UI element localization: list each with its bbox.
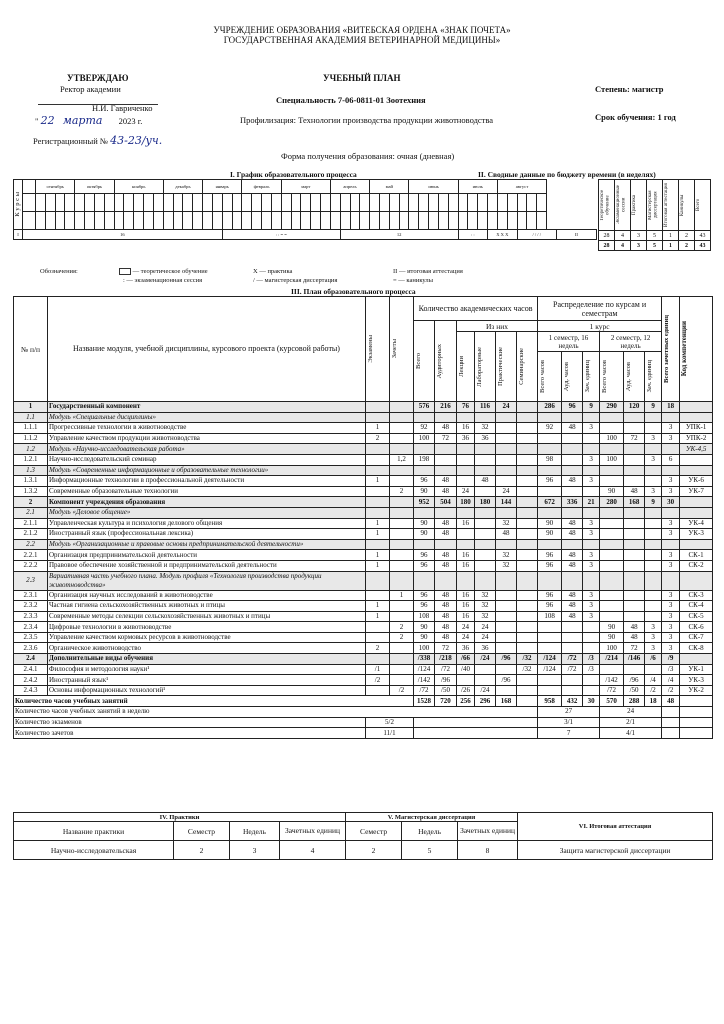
module-row: 2.3 Вариативная часть учебного плана. Модуль профиля «Технология производства продукции животноводства» [14,571,713,590]
totals-hours-row: Количество часов учебных занятий 1528 720 256 296 168 958 432 30 570 288 18 48 [14,696,713,707]
courses-label: К у р с ы [14,180,23,230]
discipline-row: 1.1.2 Управление качеством продукции животноводства 2 100 72 36 36 100 72 3 3 УПК-2 [14,433,713,444]
module-row: 1.2 Модуль «Научно-исследовательская работа» УК-4,5 [14,444,713,455]
legend-title: Обозначения: [40,268,78,275]
approve-name: Н.И. Гавриченко [92,103,153,113]
discipline-row: 1.3.2 Современные образовательные технологии 2 90 48 24 24 90 48 3 3 УК-7 [14,486,713,497]
approve-role: Ректор академии [60,84,121,94]
discipline-row: 1.1.1 Прогрессивные технологии в животноводстве 1 92 48 16 32 92 48 3 3 УПК-1 [14,423,713,434]
module-row: 2.2 Модуль «Организационные и правовые основы предпринимательской деятельности» [14,539,713,550]
final-attestation: Защита магистерской диссертации [518,841,713,860]
date-year: 2023 г. [118,116,143,126]
practice-name: Научно-исследовательская [14,841,174,860]
schedule-row-course1: I 16 : : = = 12 : : X X X / / / / II [14,230,597,240]
institution-line2: ГОСУДАРСТВЕННАЯ АКАДЕМИЯ ВЕТЕРИНАРНОЙ МЕДИЦИНЫ» [223,35,501,45]
specialty: Специальность 7-06-0811-01 Зоотехния [276,95,426,105]
section2-title: II. Сводные данные по бюджету времени (в неделях) [478,170,656,179]
legend-dissertation: / — магистерская диссертация [253,277,338,284]
legend-practice: X — практика [253,268,293,275]
component-row: 1 Государственный компонент 576 216 76 116 24 286 96 9 290 120 9 18 [14,402,713,413]
module-row: 1.1 Модуль «Специальные дисциплины» [14,412,713,423]
schedule-grid: К у р с ы сентябрь октябрь ноябрь декабрь январь февраль март апрель май июнь июль август I 16 : : = = 12 : : X X X / / / / II [13,179,597,240]
plan-title: УЧЕБНЫЙ ПЛАН [323,73,401,83]
discipline-row: 2.2.1 Организация предпринимательской деятельности 1 96 48 16 32 96 48 3 3 СК-1 [14,550,713,561]
approve-date: " 22 марта 2023 г. [35,114,143,127]
registration-number: 43-23/уч. [110,134,163,147]
registration: Регистрационный № 43-23/уч. [33,134,163,147]
education-form: Форма получения образования: очная (дневная) [281,151,455,161]
profile: Профилизация: Технологии производства продукции животноводства [240,115,494,125]
totals-tests-row: Количество зачетов 11/1 7 4/1 [14,728,713,739]
section3-title: III. План образовательного процесса [291,287,416,296]
institution-line1: УЧРЕЖДЕНИЕ ОБРАЗОВАНИЯ «ВИТЕБСКАЯ ОРДЕНА «ЗНАК ПОЧЕТА» [213,25,511,35]
discipline-row: 2.3.2 Частная гигиена сельскохозяйственных животных и птицы 1 96 48 16 32 96 48 3 3 СК-4 [14,601,713,612]
discipline-row: 2.4.1 Философия и методология науки¹ /1 /124 /72 /40 /32 /124 /72 /3 /3 УК-1 [14,664,713,675]
legend-final: II — итоговая аттестация [393,268,463,275]
date-month: марта [62,114,103,127]
discipline-row: 2.3.4 Цифровые технологии в животноводстве 2 90 48 24 24 90 48 3 3 СК-6 [14,622,713,633]
totals-exams-row: Количество экзаменов 5/2 3/1 2/1 [14,717,713,728]
legend-holidays: = — каникулы [393,277,433,284]
component-row: 2.4 Дополнительные виды обучения /338 /218 /66 /24 /96 /32 /124 /72 /3 /214 /146 /6 /9 [14,654,713,665]
discipline-row: 2.3.1 Организация научных исследований в животноводстве 1 96 48 16 32 96 48 3 3 СК-3 [14,590,713,601]
legend-session: : — экзаменационная сессия [123,277,203,284]
discipline-row: 2.4.2 Иностранный язык¹ /2 /142 /96 /96 /142 /96 /4 /4 УК-3 [14,675,713,686]
plan-table: № п/п Название модуля, учебной дисциплины, курсового проекта (курсовой работы) Экзамены Зачеты Количество академических часов Распределение по курсам и семестрам Всего зачетных единиц Код компетенции Всего Аудиторных Из них 1 курс Лекции Лабораторные Практические Семинарские 1 семестр, 16 недель 2 семестр, 12 недель Всего часов Ауд. часов Зач. единиц Всего часов Ауд. часов Зач. единиц 1 Государственный компонент 576 216 76 116 24 286 96 9 290 120 9 18 1.1 Модуль «Специальные дисциплины» 1.1.1 Прогрессивные технологии в животноводстве 1 92 48 16 32 92 48 3 3 УПК-1 1.1.2 Управление качеством продукции животноводства 2 100 72 36 36 100 72 3 3 УПК-2 1.2 Модуль «Научно-исследовательская работа» УК-4,5 1.2.1 Научно-исследовательский семинар 1,2 198 98 3 100 3 6 1.3 Модуль «Современные информационные и образовательные технологии» 1.3.1 Информационные технологии в профессиональной деятельности 1 96 48 48 96 48 3 3 УК-6 1.3.2 Современные образовательные технологии 2 90 48 24 24 90 48 3 3 УК-7 2 Компонент учреждения образования 952 504 180 180 144 672 336 21 280 168 9 30 2.1 Модуль «Деловое общение» 2.1.1 Управленческая культура и психология делового общения 1 90 48 16 32 90 48 3 3 УК-4 2.1.2 Иностранный язык (профессиональная лексика) 1 90 48 48 90 48 3 3 УК-3 2.2 Модуль «Организационные и правовые основы предпринимательской деятельности» 2.2.1 Организация предпринимательской деятельности 1 96 48 16 32 96 48 3 3 СК-1 2.2.2 Правовое обеспечение хозяйственной и предпринимательской деятельности 1 96 48 16 32 96 48 3 3 СК-2 2.3 Вариативная часть учебного плана. Модуль профиля «Технология производства продукции животноводства» 2.3.1 Организация научных исследований в животноводстве 1 96 48 16 32 96 48 3 3 СК-3 2.3.2 Частная гигиена сельскохозяйственных животных и птицы 1 96 48 16 32 96 48 3 3 СК-4 2.3.3 Современные методы селекции сельскохозяйственных животных и птицы 1 108 48 16 32 108 48 3 3 СК-5 2.3.4 Цифровые технологии в животноводстве 2 90 48 24 24 90 48 3 3 СК-6 2.3.5 Управление качеством кормовых ресурсов в животноводстве 2 90 48 24 24 90 48 3 3 СК-7 2.3.6 Органическое животноводство 2 100 72 36 36 100 72 3 3 СК-8 2.4 Дополнительные виды обучения /338 /218 /66 /24 /96 /32 /124 /72 /3 /214 /146 /6 /9 2.4.1 Философия и методология науки¹ /1 /124 /72 /40 /32 /124 /72 /3 /3 УК-1 2.4.2 Иностранный язык¹ /2 /142 /96 /96 /142 /96 /4 /4 УК-3 2.4.3 Основы информационных технологий¹ /2 /72 /50 /26 /24 /72 /50 /2 /2 УК-2 Количество часов учебных занятий 1528 720 256 296 168 958 432 30 570 288 18 48 Количество часов учебных занятий в неделю 27 24 Количество экзаменов 5/2 3/1 2/1 Количество зачетов 11/1 7 4/1 [13,296,713,739]
discipline-row: 1.2.1 Научно-исследовательский семинар 1,2 198 98 3 100 3 6 [14,454,713,465]
discipline-row: 2.1.1 Управленческая культура и психология делового общения 1 90 48 16 32 90 48 3 3 УК-4 [14,518,713,529]
discipline-row: 2.3.3 Современные методы селекции сельскохозяйственных животных и птицы 1 108 48 16 32 108 48 3 3 СК-5 [14,611,713,622]
time-budget: Теоретическое обучение Экзаменационные сессии Практика Магистерская диссертация Итоговая аттестация Каникулы Всего 28 4 3 5 1 2 43 28 4 3 5 1 2 43 [598,179,711,251]
date-day: 22 [40,114,55,127]
discipline-row: 2.1.2 Иностранный язык (профессиональная лексика) 1 90 48 48 90 48 3 3 УК-3 [14,529,713,540]
bottom-tables: IV. Практики V. Магистерская диссертация VI. Итоговая аттестация Название практики Семестр Недель Зачетных единиц Семестр Недель Зачетных единиц Научно-исследовательская 2 3 4 2 5 8 Защита магистерской диссертации [13,812,713,860]
module-row: 2.1 Модуль «Деловое общение» [14,507,713,518]
legend-theory: — теоретическое обучение [119,267,208,277]
degree: Степень: магистр [595,84,664,94]
section1-title: I. График образовательного процесса [230,170,357,179]
module-row: 1.3 Модуль «Современные информационные и образовательные технологии» [14,465,713,476]
totals-week-row: Количество часов учебных занятий в неделю 27 24 [14,707,713,718]
approve-title: УТВЕРЖДАЮ [67,73,129,83]
discipline-row: 1.3.1 Информационные технологии в профессиональной деятельности 1 96 48 48 96 48 3 3 УК-6 [14,476,713,487]
discipline-row: 2.3.5 Управление качеством кормовых ресурсов в животноводстве 2 90 48 24 24 90 48 3 3 СК-7 [14,632,713,643]
discipline-row: 2.3.6 Органическое животноводство 2 100 72 36 36 100 72 3 3 СК-8 [14,643,713,654]
component-row: 2 Компонент учреждения образования 952 504 180 180 144 672 336 21 280 168 9 30 [14,497,713,508]
discipline-row: 2.4.3 Основы информационных технологий¹ /2 /72 /50 /26 /24 /72 /50 /2 /2 УК-2 [14,685,713,696]
duration: Срок обучения: 1 год [595,112,676,122]
discipline-row: 2.2.2 Правовое обеспечение хозяйственной и предпринимательской деятельности 1 96 48 16 32 96 48 3 3 СК-2 [14,560,713,571]
